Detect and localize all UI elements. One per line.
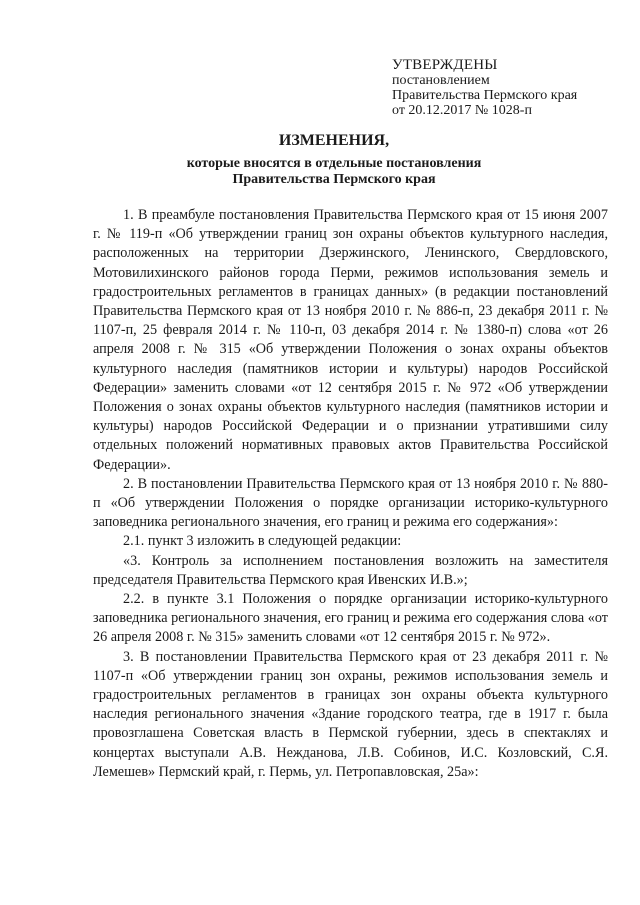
approval-line-2: Правительства Пермского края xyxy=(392,88,578,103)
paragraph-3: 3. В постановлении Правительства Пермского края от 23 декабря 2011 г. № 1107-п «Об утверждении границ зон охраны, режимов использования земель и градостроительных регламентов в границах зон охраны объекта культурного наследия регионального значения «Здание городского театра, где в 1917 г. была провозглашена Советская власть в Пермской губернии, здесь в спектаклях и концертах выступали А.В. Нежданова, Л.В. Собинов, И.С. Козловский, С.Я. Лемешев» Пермский край, г. Пермь, ул. Петропавловская, 25а»: xyxy=(93,648,608,780)
approval-title: УТВЕРЖДЕНЫ xyxy=(392,57,498,73)
approval-stamp xyxy=(392,58,622,118)
paragraph-2: 2. В постановлении Правительства Пермского края от 13 ноября 2010 г. № 880-п «Об утверждении Положения о порядке организации историко-культурного заповедника регионального значения, его границ и режима его содержания»: xyxy=(93,475,608,531)
paragraph-2-1: 2.1. пункт 3 изложить в следующей редакции: xyxy=(123,533,402,550)
document-title: ИЗМЕНЕНИЯ, xyxy=(278,132,390,149)
paragraph-2-1-quote: «3. Контроль за исполнением постановления возложить на заместителя председателя Правительства Пермского края Ивенских И.В.»; xyxy=(93,552,608,588)
approval-line-1: постановлением xyxy=(392,73,490,88)
document-subtitle-line-2: Правительства Пермского края xyxy=(232,172,436,187)
paragraph-2-2: 2.2. в пункте 3.1 Положения о порядке организации историко-культурного заповедника регионального значения, его границ и режима его содержания слова «от 26 апреля 2008 г. № 315» заменить словами «от 12 сентября 2015 г. № 972». xyxy=(93,591,608,646)
approval-line-3: от 20.12.2017 № 1028-п xyxy=(392,103,532,118)
paragraph-1: 1. В преамбуле постановления Правительства Пермского края от 15 июня 2007 г. № 119-п «Об утверждении границ зон охраны объектов культурного наследия, расположенных на территории Дзержинского, Ленинского, Свердловского, Мотовилихинского районов города Перми, режимов использования земель и градостроительных регламентов в границах данных» (в редакции постановлений Правительства Пермского края от 13 ноября 2010 г. № 886-п, 23 декабря 2011 г. № 1107-п, 25 февраля 2014 г. № 110-п, 03 декабря 2014 г. № 1380-п) слова «от 26 апреля 2008 г. № 315 «Об утверждении Положения о зонах охраны объектов культурного наследия (памятников истории и культуры) народов Российской Федерации» заменить словами «от 12 сентября 2015 г. № 972 «Об утверждении Положения о зонах охраны объектов культурного наследия (памятников истории и культуры) народов Российской Федерации и о признании утратившими силу отдельных положений нормативных правовых актов Правительства Российской Федерации». xyxy=(93,207,608,473)
document-body xyxy=(93,206,608,782)
document-heading xyxy=(60,131,608,188)
document-subtitle-line-1: которые вносятся в отдельные постановления xyxy=(186,156,482,171)
